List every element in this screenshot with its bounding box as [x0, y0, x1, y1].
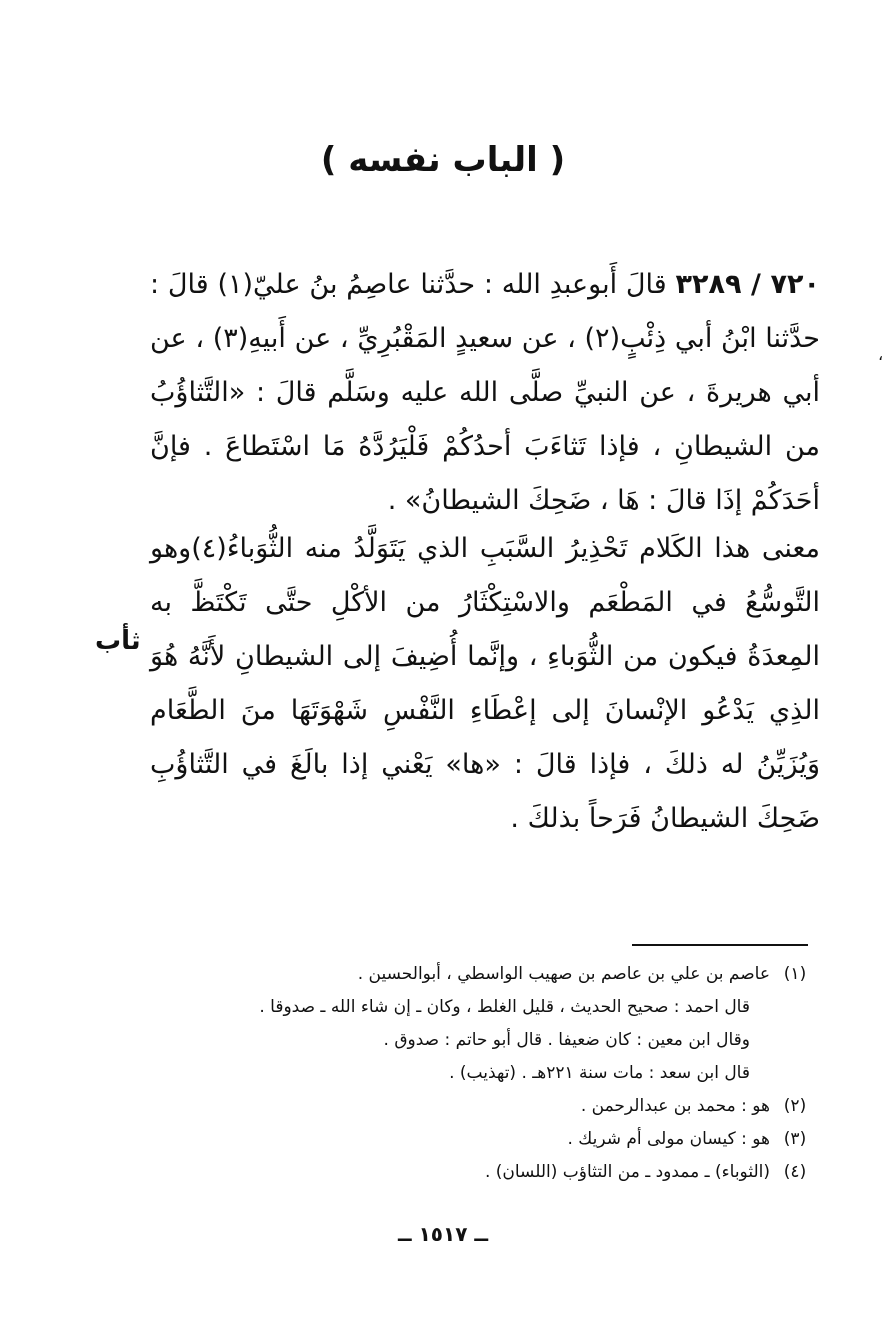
chapter-title: ( الباب نفسه ): [320, 140, 566, 180]
hadith-number: ٧٢٠ / ٣٢٨٩: [675, 269, 820, 300]
footnote-text: (الثوباء) ـ ممدود ـ من التثاؤب (اللسان) .: [484, 1162, 770, 1182]
footnote-1: [150, 958, 820, 991]
footnote-1-line-2: قال احمد : صحيح الحديث ، قليل الغلط ، وكان ـ إن شاء الله ـ صدوقا .: [259, 997, 750, 1017]
margin-dot: ،: [878, 345, 884, 364]
commentary-paragraph: معنى هذا الكَلام تَحْذِيرُ السَّبَبِ الذي يَتَوَلَّدُ منه الثُّوَباءُ(٤)وهو التَّوسُّعُ في المَطْعَم والاسْتِكْثَارُ من الأكْلِ حتَّى تَكْتَظَّ به المِعدَةُ فيكون من الثُّوَباءِ ، وإنَّما أُضِيفَ إلى الشيطانِ لأَنَّهُ هُوَ الذِي يَدْعُو الإنْسانَ إلى إعْطَاءِ النَّفْسِ شَهْوَتَهَا منَ الطَّعَام وَيُزَيِّنُ له ذلكَ ، فإذا قالَ : «ها» يَعْني إذا بالَغَ في التَّثاؤُبِ ضَحِكَ الشيطانُ فَرَحاً بذلكَ .: [150, 533, 820, 834]
footnote-4: [150, 1156, 820, 1189]
hadith-text: قالَ أَبوعبدِ الله : حدَّثنا عاصِمُ بنُ عليّ(١) قالَ : حدَّثنا ابْنُ أبي ذِئْبٍ(٢) ، عن سعيدٍ المَقْبُرِيِّ ، عن أَبيهِ(٣) ، عن أبي هريرةَ ، عن النبيِّ صلَّى الله عليه وسَلَّم قالَ : «التَّثاؤُبُ من الشيطانِ ، فإذا تَثاءَبَ أحدُكُمْ فَلْيَرُدَّهُ مَا اسْتَطاعَ . فإنَّ أحَدَكُمْ إذَا قالَ : هَا ، ضَحِكَ الشيطانُ» .: [150, 269, 820, 516]
footnote-text: هو : محمد بن عبدالرحمن .: [580, 1096, 770, 1116]
footnotes: [150, 958, 820, 1189]
page-number: ــ ١٥١٧ ــ: [397, 1222, 489, 1246]
footnote-text: عاصم بن علي بن عاصم بن صهيب الواسطي ، أبوالحسين .: [357, 964, 770, 984]
footnote-1-line-4: قال ابن سعد : مات سنة ٢٢١هـ . (تهذيب) .: [449, 1063, 750, 1083]
footnote-separator: [632, 944, 808, 946]
footnote-number: (٢): [783, 1096, 807, 1116]
hadith-paragraph: [150, 258, 820, 528]
footnote-number: (٤): [783, 1162, 807, 1182]
margin-root-word: ثأب: [95, 626, 141, 656]
footnote-3: [150, 1123, 820, 1156]
footnote-1-line-3: وقال ابن معين : كان ضعيفا . قال أبو حاتم : صدوق .: [383, 1030, 750, 1050]
footnote-text: هو : كيسان مولى أم شريك .: [567, 1129, 770, 1149]
footnote-2: [150, 1090, 820, 1123]
footnote-number: (٣): [783, 1129, 807, 1149]
footnote-number: (١): [783, 964, 807, 984]
